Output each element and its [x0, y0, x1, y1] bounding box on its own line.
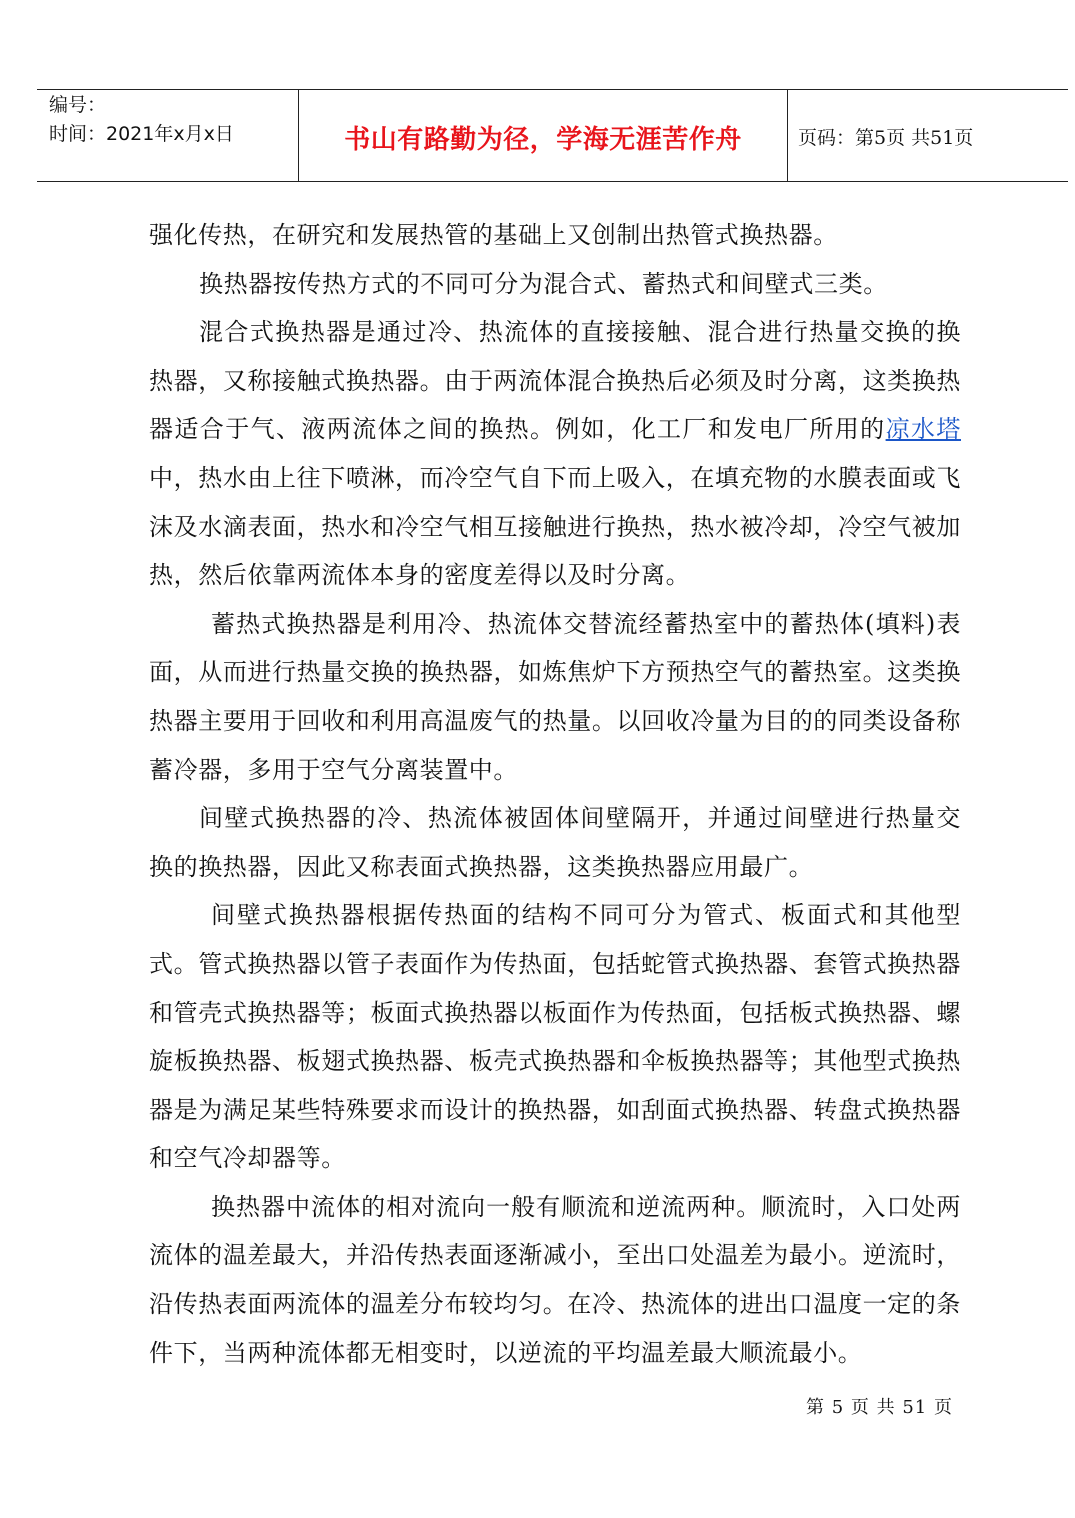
paragraph-5: 间壁式换热器的冷、热流体被固体间壁隔开，并通过间壁进行热量交换的换热器，因此又称表面式换热器，这类换热器应用最广。: [149, 804, 961, 881]
header-info-cell: [37, 90, 299, 181]
paragraph-3-text-after: 中，热水由上往下喷淋，而冷空气自下而上吸入，在填充物的水膜表面或飞沫及水滴表面，热水和冷空气相互接触进行换热，热水被冷却，冷空气被加热，然后依靠两流体本身的密度差得以及时分离。: [149, 463, 961, 590]
paragraph-2: 换热器按传热方式的不同可分为混合式、蓄热式和间壁式三类。: [199, 269, 888, 298]
page-footer: [806, 1393, 953, 1419]
paragraph-3-text-before: 混合式换热器是通过冷、热流体的直接接触、混合进行热量交换的换热器，又称接触式换热器。由于两流体混合换热后必须及时分离，这类换热器适合于气、液两流体之间的换热。例如，化工厂和发电厂所用的: [149, 318, 961, 444]
motto-text: 书山有路勤为径，学海无涯苦作舟: [344, 125, 742, 155]
cooling-tower-link[interactable]: 凉水塔: [885, 415, 961, 444]
paragraph-3: [149, 308, 961, 600]
footer-page-number: 第 5 页 共 51 页: [806, 1397, 953, 1418]
page-header: [37, 89, 1068, 182]
document-number-label: 编号：: [49, 94, 107, 116]
paragraph-7: 换热器中流体的相对流向一般有顺流和逆流两种。顺流时，入口处两流体的温差最大，并沿传热表面逐渐减小，至出口处温差为最小。逆流时，沿传热表面两流体的温差分布较均匀。在冷、热流体的进出口温度一定的条件下，当两种流体都无相变时，以逆流的平均温差最大顺流最小。: [149, 1192, 961, 1367]
paragraph-6: 间壁式换热器根据传热面的结构不同可分为管式、板面式和其他型式。管式换热器以管子表面作为传热面，包括蛇管式换热器、套管式换热器和管壳式换热器等；板面式换热器以板面作为传热面，包括板式换热器、螺旋板换热器、板翅式换热器、板壳式换热器和伞板换热器等；其他型式换热器是为满足某些特殊要求而设计的换热器，如刮面式换热器、转盘式换热器和空气冷却器等。: [149, 901, 961, 1173]
paragraph-4: 蓄热式换热器是利用冷、热流体交替流经蓄热室中的蓄热体(填料)表面，从而进行热量交换的换热器，如炼焦炉下方预热空气的蓄热室。这类换热器主要用于回收和利用高温废气的热量。以回收冷量为目的的同类设备称蓄冷器，多用于空气分离装置中。: [149, 609, 961, 784]
header-page-cell: [788, 90, 1068, 181]
document-time-label: 时间：2021年x月x日: [49, 123, 234, 145]
paragraph-1: 强化传热，在研究和发展热管的基础上又创制出热管式换热器。: [149, 221, 838, 249]
document-body: [149, 211, 961, 1377]
header-motto-cell: [299, 90, 788, 181]
header-page-code: 页码：第5页 共51页: [798, 127, 974, 149]
